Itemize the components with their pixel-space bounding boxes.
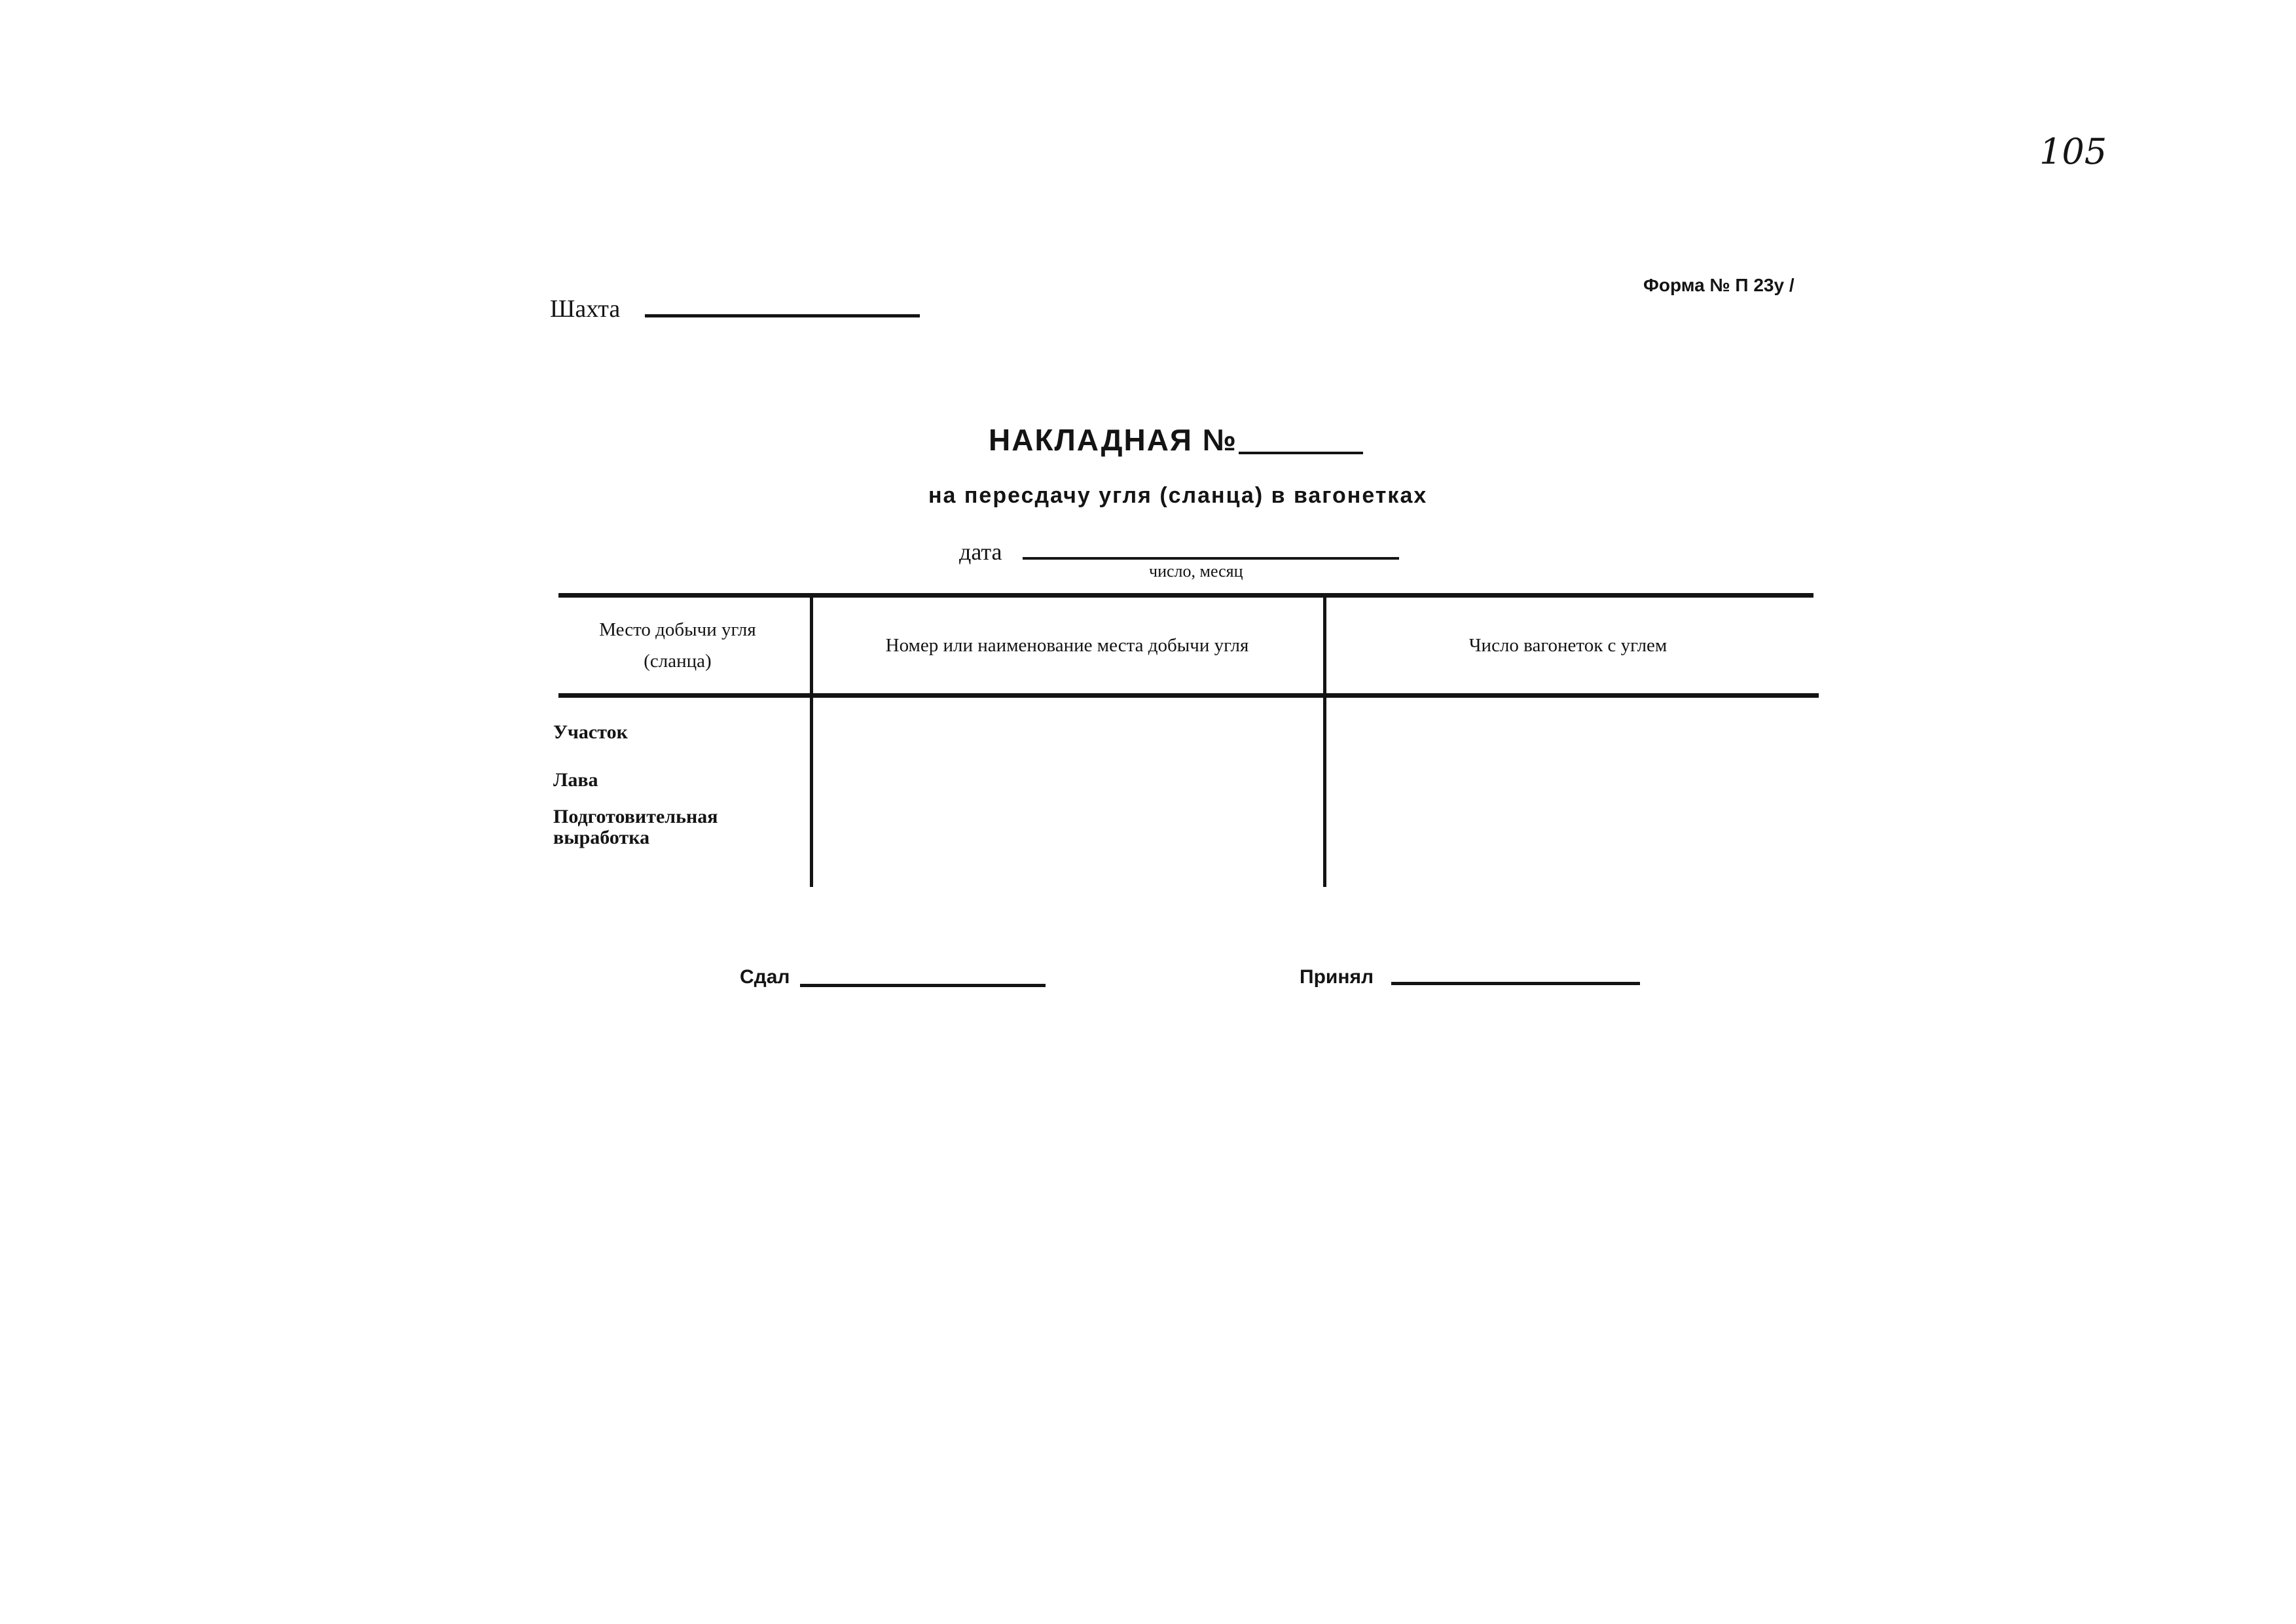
form-number: Форма № П 23у / [1643,275,1795,295]
document-subtitle: на пересдачу угля (сланца) в вагонетках [928,483,1428,508]
received-label: Принял [1300,966,1374,988]
received-signature-line [1391,982,1640,985]
table-header-divider [558,693,1819,698]
row-label-longwall: Лава [553,769,598,791]
page-number: 105 [2039,131,2107,172]
row-label-section: Участок [553,721,628,743]
date-field-line [1023,557,1399,560]
date-hint: число, месяц [1149,562,1243,581]
column-header-site-number: Номер или наименование места добычи угля [885,635,1249,656]
row-label-development: Подготовительная выработка [553,806,718,848]
date-label: дата [959,539,1002,565]
table-column-divider [810,598,813,887]
document-title: НАКЛАДНАЯ № [989,423,1238,457]
mine-field-line [645,314,920,317]
column-header-wagon-count: Число вагонеток с углем [1468,635,1667,656]
table-column-divider [1323,598,1326,887]
mine-label: Шахта [550,295,621,323]
document-number-line [1239,452,1363,454]
handed-over-signature-line [800,984,1046,987]
table-top-border [558,593,1813,598]
column-header-mining-site: Место добычи угля (сланца) [599,619,756,672]
handed-over-label: Сдал [740,966,790,988]
